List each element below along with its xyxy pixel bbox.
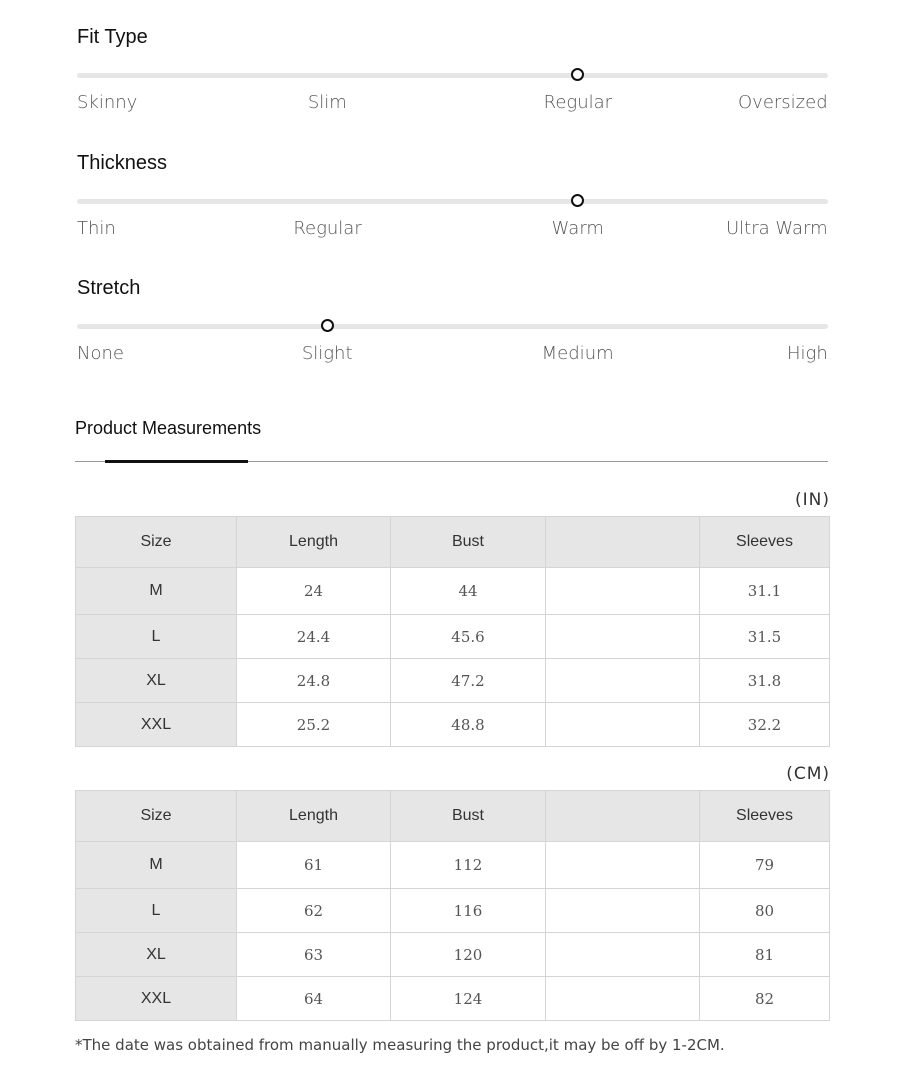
table-row (76, 568, 830, 615)
table-cell: 79 (700, 842, 830, 889)
attribute-title: Thickness (77, 152, 168, 174)
size-cell: L (76, 889, 237, 933)
size-cell: L (76, 615, 237, 659)
table-row (76, 659, 830, 703)
attribute-option: Skinny (77, 92, 138, 113)
measurements-tab[interactable]: Product Measurements (75, 418, 262, 438)
column-header (546, 791, 700, 842)
attribute-title: Stretch (77, 277, 141, 299)
size-cell: M (76, 842, 237, 889)
table-cell: 24.8 (237, 659, 391, 703)
attribute-level-marker (321, 319, 334, 332)
column-header: Size (76, 517, 237, 568)
measurements-table-cm (75, 790, 830, 1021)
table-cell (546, 703, 700, 747)
attribute-thickness (77, 152, 828, 252)
unit-label-in: (IN) (795, 490, 830, 510)
column-header: Size (76, 791, 237, 842)
table-cell: 81 (700, 933, 830, 977)
table-row (76, 842, 830, 889)
attribute-scale-track (77, 324, 828, 329)
table-cell: 61 (237, 842, 391, 889)
attribute-option: Ultra Warm (726, 218, 828, 239)
table-cell (546, 977, 700, 1021)
table-cell: 24 (237, 568, 391, 615)
attribute-option: None (77, 343, 124, 364)
attribute-option: Slim (307, 92, 347, 113)
table-cell: 124 (391, 977, 546, 1021)
table-row (76, 933, 830, 977)
size-cell: XXL (76, 977, 237, 1021)
size-cell: XL (76, 659, 237, 703)
column-header: Length (237, 517, 391, 568)
table-cell: 64 (237, 977, 391, 1021)
attribute-stretch (77, 277, 828, 377)
table-cell (546, 568, 700, 615)
table-row (76, 615, 830, 659)
attribute-title: Fit Type (77, 26, 148, 48)
table-cell: 25.2 (237, 703, 391, 747)
table-cell: 112 (391, 842, 546, 889)
column-header: Bust (391, 517, 546, 568)
table-row (76, 977, 830, 1021)
attribute-option: Oversized (738, 92, 828, 113)
attribute-option: High (787, 343, 828, 364)
measurement-footnote: *The date was obtained from manually measuring the product,it may be off by 1-2CM. (75, 1036, 725, 1054)
table-cell: 63 (237, 933, 391, 977)
size-cell: XXL (76, 703, 237, 747)
table-cell: 31.8 (700, 659, 830, 703)
measurements-table-in (75, 516, 830, 747)
attribute-level-marker (571, 194, 584, 207)
table-cell (546, 615, 700, 659)
attribute-option: Warm (551, 218, 604, 239)
table-cell: 82 (700, 977, 830, 1021)
attribute-option: Regular (543, 92, 613, 113)
table-header-row (76, 791, 830, 842)
table-cell: 44 (391, 568, 546, 615)
table-cell: 48.8 (391, 703, 546, 747)
attribute-option: Regular (293, 218, 362, 239)
column-header: Length (237, 791, 391, 842)
attribute-scale-track (77, 73, 828, 78)
table-cell: 32.2 (700, 703, 830, 747)
table-cell: 116 (391, 889, 546, 933)
size-cell: M (76, 568, 237, 615)
table-cell: 31.5 (700, 615, 830, 659)
active-tab-indicator (105, 460, 248, 463)
column-header: Bust (391, 791, 546, 842)
table-cell (546, 889, 700, 933)
table-cell (546, 933, 700, 977)
attribute-option: Medium (541, 343, 614, 364)
table-cell: 120 (391, 933, 546, 977)
unit-label-cm: (CM) (786, 764, 830, 784)
table-cell: 80 (700, 889, 830, 933)
table-cell: 45.6 (391, 615, 546, 659)
table-cell: 24.4 (237, 615, 391, 659)
table-header-row (76, 517, 830, 568)
table-cell: 47.2 (391, 659, 546, 703)
column-header: Sleeves (700, 517, 830, 568)
table-row (76, 703, 830, 747)
table-cell: 62 (237, 889, 391, 933)
attribute-fit-type (77, 26, 828, 126)
column-header (546, 517, 700, 568)
table-cell (546, 842, 700, 889)
table-row (76, 889, 830, 933)
attribute-option: Thin (77, 218, 116, 239)
table-cell: 31.1 (700, 568, 830, 615)
column-header: Sleeves (700, 791, 830, 842)
attribute-option: Slight (301, 343, 353, 364)
attribute-level-marker (571, 68, 584, 81)
size-cell: XL (76, 933, 237, 977)
attribute-scale-track (77, 199, 828, 204)
table-cell (546, 659, 700, 703)
